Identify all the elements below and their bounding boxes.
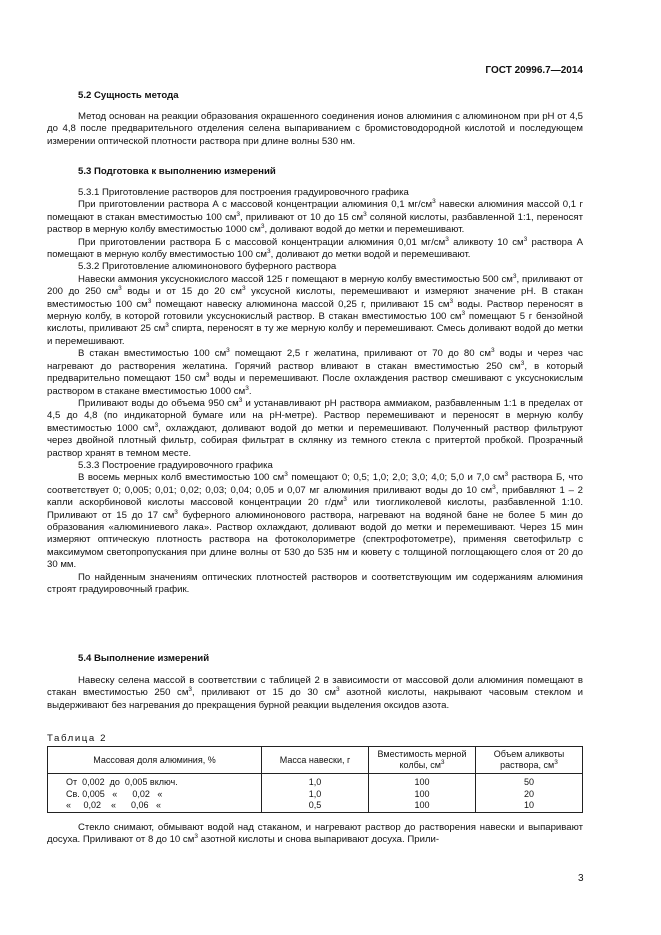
table-row bbox=[48, 789, 583, 801]
sample-mass-table bbox=[47, 746, 583, 813]
cell-aliquot: 50 bbox=[476, 774, 583, 789]
cell-fraction: « 0,02 « 0,06 « bbox=[48, 800, 262, 812]
table-caption: Таблица 2 bbox=[47, 733, 108, 744]
section-5-2-text: Метод основан на реакции образования окрашенного соединения ионов алюминия с алюминоном при pH от 4,5 до 4,8 после предварительного отделения селена выпариванием с бромистоводородной кислотой и последующем измерении оптической плотности раствора при длине волны 530 нм. bbox=[47, 111, 583, 147]
section-5-3-1-block bbox=[47, 187, 583, 596]
section-5-2-heading: 5.2 Сущность метода bbox=[78, 90, 179, 101]
document-code: ГОСТ 20996.7—2014 bbox=[485, 65, 583, 76]
cell-mass: 1,0 bbox=[262, 774, 369, 789]
paragraph-graph: По найденным значениям оптических плотностей растворов и соответствующим им содержаниям алюминия строят градуировочный график. bbox=[47, 571, 583, 595]
cell-aliquot: 10 bbox=[476, 800, 583, 812]
paragraph-buffer-3: Приливают воды до объема 950 $см^3$ и устанавливают pH раствора аммиаком, разбавленным 1:1 в пределах от 4,5 до 4,8 (по индикаторной бумаге или на pH-метре). Раствор перемешивают и переносят в мерную колбу вместимостью 1000 $см^3$, охлаждают, доливают водой до метки и перемешивают. Полученный раствор фильтруют через двойной плотный фильтр, собирая фильтрат в склянку из темного стекла с притертой пробкой. Прозрачный раствор хранят в темном месте. bbox=[47, 396, 583, 459]
paragraph-buffer-1: Навески аммония уксуснокислого массой 125 г помещают в мерную колбу вместимостью 500 $см^3$, приливают от 200 до 250 $см^3$ воды и от 15 до 20 $см^3$ уксусной кислоты, перемешивают и измеряют значение pH. В стакан вместимостью 100 $см^3$ помещают навеску алюминона массой 0,25 г, приливают 15 $см^3$ воды. Раствор переносят в мерную колбу, в которой готовили уксуснокислый раствор. В стакан вместимостью 100 $см^3$ помещают 5 г бензойной кислоты, приливают 25 $см^3$ спирта, переносят в ту же мерную колбу и перемешивают. Смесь доливают водой до метки и перемешивают. bbox=[47, 272, 584, 347]
subsection-5-3-2-title: 5.3.2 Приготовление алюминонового буферного раствора bbox=[78, 261, 337, 273]
table-row bbox=[48, 800, 583, 812]
table-row bbox=[48, 774, 583, 789]
cell-mass: 1,0 bbox=[262, 789, 369, 801]
section-5-4-heading: 5.4 Выполнение измерений bbox=[78, 653, 210, 664]
paragraph-solution-a: При приготовлении раствора А с массовой концентрации алюминия 0,1 $мг/см^3$ навески алюминия массой 0,1 г помещают в стакан вместимостью 100 $см^3$, приливают от 10 до 15 $см^3$ соляной кислоты, разбавленной 1:1, переносят раствор в мерную колбу вместимостью 1000 $см^3$, доливают водой до метки и перемешивают. bbox=[47, 198, 583, 236]
header-aliquot-volume: Объем аликвоты раствора, $см^3$ bbox=[476, 747, 583, 774]
cell-flask: 100 bbox=[369, 774, 476, 789]
cell-fraction: Св. 0,005 « 0,02 « bbox=[48, 789, 262, 801]
page-number: 3 bbox=[578, 873, 584, 884]
header-aluminium-fraction: Массовая доля алюминия, % bbox=[48, 747, 262, 774]
section-5-4-continuation: Стекло снимают, обмывают водой над стаканом, и нагревают раствор до растворения навески и выпаривают досуха. Приливают от 8 до 10 $см^3$ азотной кислоты и снова выпаривают досуха. Прили- bbox=[47, 822, 583, 846]
section-5-3-heading: 5.3 Подготовка к выполнению измерений bbox=[78, 166, 276, 177]
subsection-5-3-1-title: 5.3.1 Приготовление растворов для построения градуировочного графика bbox=[78, 187, 409, 198]
section-5-4-text: Навеску селена массой в соответствии с таблицей 2 в зависимости от массовой доли алюминия помещают в стакан вместимостью 250 $см^3$, приливают от 15 до 30 $см^3$ азотной кислоты, накрывают часовым стеклом и выдерживают без нагревания до прекращения бурной реакции выделения оксидов азота. bbox=[47, 675, 583, 711]
cell-flask: 100 bbox=[369, 800, 476, 812]
cell-fraction: От 0,002 до 0,005 включ. bbox=[48, 774, 262, 789]
paragraph-solution-b: При приготовлении раствора Б с массовой концентрации алюминия 0,01 $мг/см^3$ аликвоту 10 $см^3$ раствора А помещают в мерную колбу вместимостью 100 $см^3$, доливают до метки водой и перемешивают. bbox=[47, 235, 584, 261]
cell-flask: 100 bbox=[369, 789, 476, 801]
paragraph-buffer-2: В стакан вместимостью 100 $см^3$ помещают 2,5 г желатина, приливают от 70 до 80 $см^3$ воды и через час нагревают до растворения желатина. Горячий раствор вливают в стакан вместимостью 250 $см^3$, в который предварительно помещают 150 $см^3$ воды и перемешивают. После охлаждения раствор смешивают с уксуснокислым раствором в стакане вместимостью 1000 $см^3$. bbox=[47, 347, 583, 397]
cell-mass: 0,5 bbox=[262, 800, 369, 812]
paragraph-calibration: В восемь мерных колб вместимостью 100 $см^3$ помещают 0; 0,5; 1,0; 2,0; 3,0; 4,0; 5,0 и 7,0 $см^3$ раствора Б, что соответствует 0; 0,005; 0,01; 0,02; 0,03; 0,04; 0,05 и 0,07 мг алюминия приливают воды до 10 $см^3$, прибавляют 1 – 2 капли аскорбиновой кислоты массовой концентрации 20 $г/дм^3$ или тиогликолевой кислоты, разбавленной 1:10. Приливают от 15 до 17 $см^3$ буферного алюминонового раствора, нагревают на водяной бане не более 5 мин до образования «алюминиевого лака». Раствор охлаждают, доливают водой до метки и перемешивают. Через 15 мин измеряют оптическую плотность раствора на фотоколориметре (спектрофотометре), применяя светофильтр с максимумом светопропускания при длине волны от 530 до 535 нм и кювету с толщиной поглощающего слоя от 20 до 30 мм. bbox=[47, 471, 584, 571]
header-sample-mass: Масса навески, г bbox=[262, 747, 369, 774]
cell-aliquot: 20 bbox=[476, 789, 583, 801]
subsection-5-3-3-title: 5.3.3 Построение градуировочного графика bbox=[78, 459, 273, 471]
table-header-row bbox=[48, 747, 583, 774]
header-flask-volume: Вместимость мерной колбы, $см^3$ bbox=[369, 747, 476, 774]
